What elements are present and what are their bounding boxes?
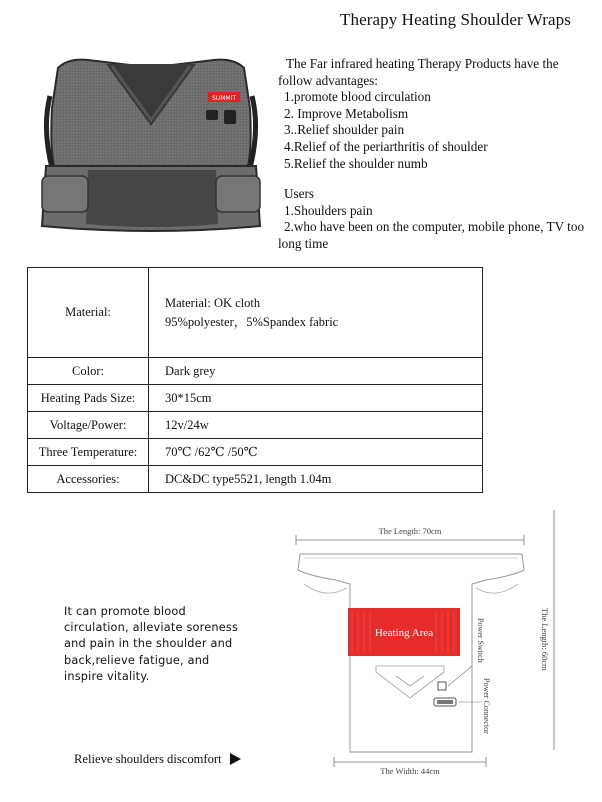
spec-key: Heating Pads Size: <box>28 385 149 412</box>
relieve-label <box>74 752 241 767</box>
length-top-label: The Length: 70cm <box>378 526 442 536</box>
page-title: Therapy Heating Shoulder Wraps <box>340 10 571 29</box>
spec-value: DC&DC type5521, length 1.04m <box>149 466 483 493</box>
advantage-item: 3..Relief shoulder pain <box>284 122 405 138</box>
users-title: Users <box>284 186 315 202</box>
advantage-item: 4.Relief of the periarthritis of shoulder <box>284 138 488 154</box>
user-item: 2.who have been on the computer, mobile phone, TV too long time <box>278 219 585 251</box>
relieve-text: Relieve shoulders discomfort <box>74 752 222 766</box>
advantage-item: 1.promote blood circulation <box>284 89 431 105</box>
spec-key: Accessories: <box>28 466 149 493</box>
spec-table <box>27 267 483 493</box>
spec-key: Voltage/Power: <box>28 412 149 439</box>
spec-key: Color: <box>28 358 149 385</box>
width-bottom-label: The Width: 44cm <box>380 766 440 776</box>
description-text: It can promote blood circulation, alleviate soreness and pain in the shoulder and back,relieve fatigue, and inspire vitality. <box>64 605 239 683</box>
length-side-label: The Length: 60cm <box>540 608 550 671</box>
spec-key: Material: <box>28 268 149 358</box>
spec-value: 30*15cm <box>149 385 483 412</box>
table-row <box>28 412 483 439</box>
spec-value: 12v/24w <box>149 412 483 439</box>
advantages-intro: The Far infrared heating Therapy Products have the follow advantages: <box>278 56 559 88</box>
table-row <box>28 439 483 466</box>
user-item: 1.Shoulders pain <box>284 202 373 218</box>
svg-text:SUMMIT: SUMMIT <box>212 95 236 102</box>
spec-value <box>149 268 483 358</box>
spec-value: Dark grey <box>149 358 483 385</box>
power-connector-label: Power Connector <box>482 678 491 734</box>
spec-value-line: 95%polyester，5%Spandex fabric <box>165 314 339 329</box>
advantage-item: 2. Improve Metabolism <box>284 105 409 121</box>
table-row <box>28 385 483 412</box>
table-row <box>28 466 483 493</box>
spec-value-line: Material: OK cloth <box>165 295 261 310</box>
arrow-right-icon <box>230 753 241 765</box>
power-switch-icon <box>438 682 446 690</box>
table-row <box>28 268 483 358</box>
power-switch-label: Power Switch <box>476 618 485 663</box>
spec-value: 70℃ /62℃ /50℃ <box>149 439 483 466</box>
product-image <box>28 48 274 244</box>
heating-area-label: Heating Area <box>374 627 434 639</box>
spec-key: Three Temperature: <box>28 439 149 466</box>
table-row <box>28 358 483 385</box>
dimension-diagram <box>286 500 586 790</box>
advantage-item: 5.Relief the shoulder numb <box>284 155 428 171</box>
advantages-block <box>278 56 590 253</box>
